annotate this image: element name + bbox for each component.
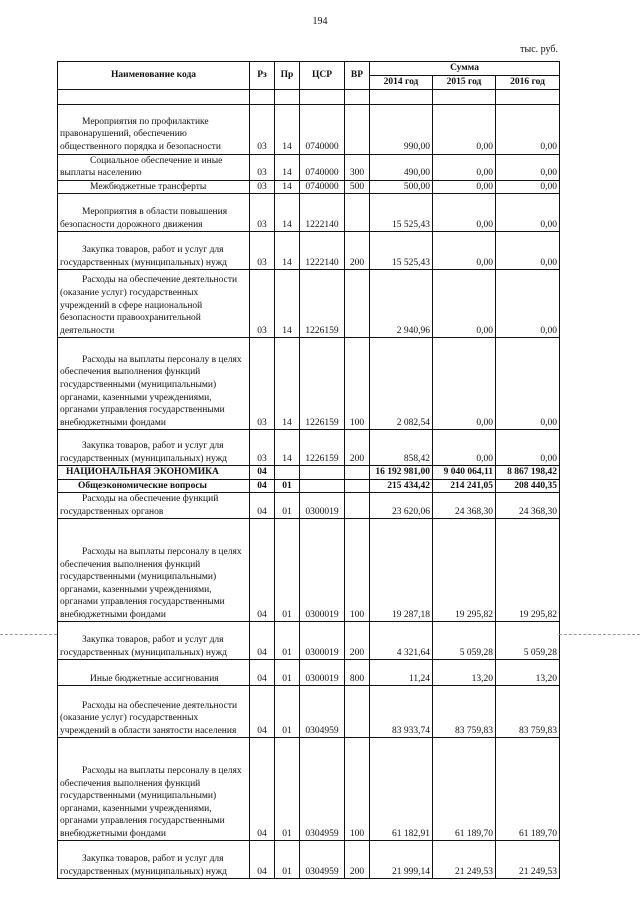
cell-vr	[345, 466, 370, 480]
cell-name	[58, 479, 250, 493]
cell-rz: 04	[250, 466, 275, 480]
row-label: Расходы на выплаты персоналу в целях обеспечения выполнения функций государственными (муниципальными) органами, казенными учреждениями, органами управления государственными внебюджетными фондами	[60, 354, 242, 428]
cell-name	[58, 338, 250, 430]
cell-y2016: 0,00	[496, 180, 560, 194]
cell-y2015: 21 249,53	[433, 841, 496, 879]
cell-y2014: 990,00	[370, 104, 433, 154]
cell-y2015: 214 241,05	[433, 479, 496, 493]
cell-name	[58, 154, 250, 180]
cell-y2015: 0,00	[433, 232, 496, 270]
cell-pr	[275, 466, 300, 480]
cell-vr: 200	[345, 841, 370, 879]
cut-line-left	[0, 634, 57, 635]
cell-y2016: 0,00	[496, 338, 560, 430]
cell-csr: 0740000	[300, 180, 345, 194]
cell-vr	[345, 104, 370, 154]
cell-rz: 03	[250, 338, 275, 430]
row-label: Закупка товаров, работ и услуг для государственных (муниципальных) нужд	[60, 441, 227, 464]
cell-y2016: 0,00	[496, 154, 560, 180]
cell-y2014: 19 287,18	[370, 519, 433, 622]
cell-y2014: 490,00	[370, 154, 433, 180]
cell-pr: 14	[275, 430, 300, 466]
cell-pr: 14	[275, 104, 300, 154]
cell-pr: 01	[275, 660, 300, 686]
cell-y2015: 0,00	[433, 270, 496, 338]
cell-csr: 0304959	[300, 686, 345, 738]
cell-y2014: 21 999,14	[370, 841, 433, 879]
cell-y2014: 16 192 981,00	[370, 466, 433, 480]
cell-csr: 1222140	[300, 194, 345, 232]
cell-vr	[345, 194, 370, 232]
cell-y2014: 83 933,74	[370, 686, 433, 738]
cell-y2014: 2 082,54	[370, 338, 433, 430]
cell-csr	[300, 466, 345, 480]
budget-table	[57, 61, 560, 879]
cell-name	[58, 493, 250, 519]
header-vr: ВР	[345, 62, 370, 90]
cell-y2016: 83 759,83	[496, 686, 560, 738]
cell-pr: 14	[275, 232, 300, 270]
table-row	[58, 104, 560, 154]
cell-name	[58, 232, 250, 270]
table-row	[58, 686, 560, 738]
row-label: Мероприятия в области повышения безопасности дорожного движения	[60, 207, 228, 230]
cell-csr: 0740000	[300, 154, 345, 180]
cell-y2016: 208 440,35	[496, 479, 560, 493]
row-label: Социальное обеспечение и иные выплаты населению	[60, 155, 223, 179]
cell-rz: 03	[250, 180, 275, 194]
cell-rz: 03	[250, 154, 275, 180]
cell-y2014: 11,24	[370, 660, 433, 686]
cell-vr	[345, 479, 370, 493]
cell-y2016: 61 189,70	[496, 738, 560, 841]
cell-name	[58, 104, 250, 154]
cell-y2014: 15 525,43	[370, 232, 433, 270]
cell-y2014: 4 321,64	[370, 622, 433, 660]
table-row	[58, 660, 560, 686]
cell-vr	[345, 270, 370, 338]
cell-y2016: 8 867 198,42	[496, 466, 560, 480]
table-row	[58, 466, 560, 480]
cell-y2015: 61 189,70	[433, 738, 496, 841]
cell-vr: 800	[345, 660, 370, 686]
cell-csr: 0300019	[300, 493, 345, 519]
cell-vr: 500	[345, 180, 370, 194]
cell-pr: 01	[275, 479, 300, 493]
cell-vr	[345, 493, 370, 519]
cell-pr: 01	[275, 493, 300, 519]
table-row	[58, 519, 560, 622]
cell-y2016: 13,20	[496, 660, 560, 686]
cell-vr: 100	[345, 338, 370, 430]
cell-pr: 14	[275, 338, 300, 430]
cell-vr: 200	[345, 622, 370, 660]
cell-y2015: 19 295,82	[433, 519, 496, 622]
table-row	[58, 154, 560, 180]
table-row	[58, 841, 560, 879]
cell-y2014: 2 940,96	[370, 270, 433, 338]
row-label: Расходы на обеспечение функций государственных органов	[60, 494, 219, 517]
cell-y2015: 83 759,83	[433, 686, 496, 738]
cell-y2016: 0,00	[496, 430, 560, 466]
cell-name	[58, 738, 250, 841]
cell-y2016: 19 295,82	[496, 519, 560, 622]
cell-rz: 04	[250, 841, 275, 879]
cell-vr: 100	[345, 738, 370, 841]
header-name: Наименование кода	[58, 62, 250, 90]
cell-y2015: 9 040 064,11	[433, 466, 496, 480]
page-number: 194	[312, 16, 328, 27]
cut-line-right	[559, 634, 640, 635]
units-label: тыс. руб.	[520, 44, 558, 55]
table-row	[58, 493, 560, 519]
row-label: Расходы на выплаты персоналу в целях обеспечения выполнения функций государственными (муниципальными) органами, казенными учреждениями, органами управления государственными внебюджетными фондами	[60, 547, 242, 620]
cell-csr: 1226159	[300, 270, 345, 338]
table-row	[58, 194, 560, 232]
row-label: Закупка товаров, работ и услуг для государственных (муниципальных) нужд	[60, 635, 227, 658]
cell-pr: 01	[275, 519, 300, 622]
cell-pr: 01	[275, 738, 300, 841]
row-label: Расходы на обеспечение деятельности (оказание услуг) государственных учреждений в области занятости населения	[60, 700, 238, 736]
row-label: Межбюджетные трансферты	[90, 181, 207, 192]
row-label: Закупка товаров, работ и услуг для государственных (муниципальных) нужд	[60, 245, 227, 268]
cell-rz: 03	[250, 430, 275, 466]
cell-y2015: 0,00	[433, 154, 496, 180]
table-row	[58, 622, 560, 660]
row-label: Расходы на выплаты персоналу в целях обеспечения выполнения функций государственными (муниципальными) органами, казенными учреждениями, органами управления государственными внебюджетными фондами	[60, 766, 242, 839]
cell-name	[58, 686, 250, 738]
cell-y2016: 5 059,28	[496, 622, 560, 660]
cell-rz: 04	[250, 660, 275, 686]
cell-y2015: 0,00	[433, 430, 496, 466]
header-2015: 2015 год	[433, 75, 496, 89]
table-row	[58, 180, 560, 194]
cell-y2014: 215 434,42	[370, 479, 433, 493]
table-row	[58, 738, 560, 841]
cell-y2015: 0,00	[433, 194, 496, 232]
cell-rz: 04	[250, 519, 275, 622]
cell-name	[58, 660, 250, 686]
cell-rz: 03	[250, 232, 275, 270]
cell-name	[58, 519, 250, 622]
cell-pr: 14	[275, 154, 300, 180]
cell-csr: 0300019	[300, 622, 345, 660]
cell-pr: 14	[275, 194, 300, 232]
header-2014: 2014 год	[370, 75, 433, 89]
row-label: Расходы на обеспечение деятельности (оказание услуг) государственных учреждений в сфере национальной безопасности правоохранительной деятельности	[60, 275, 238, 336]
cell-y2014: 15 525,43	[370, 194, 433, 232]
row-label: Общеэкономические вопросы	[78, 480, 207, 491]
cell-pr: 14	[275, 270, 300, 338]
cell-rz: 04	[250, 686, 275, 738]
cell-pr: 01	[275, 622, 300, 660]
cell-y2015: 13,20	[433, 660, 496, 686]
table-row	[58, 338, 560, 430]
row-label: Мероприятия по профилактике правонарушений, обеспечению общественного порядка и безопасности	[60, 116, 221, 152]
cell-csr: 1226159	[300, 338, 345, 430]
header-pr: Пр	[275, 62, 300, 90]
cell-csr: 0740000	[300, 104, 345, 154]
cell-name	[58, 180, 250, 194]
cell-rz: 04	[250, 738, 275, 841]
cell-name	[58, 622, 250, 660]
cell-vr: 300	[345, 154, 370, 180]
cell-csr	[300, 479, 345, 493]
cell-y2016: 0,00	[496, 232, 560, 270]
cell-csr: 0300019	[300, 660, 345, 686]
cell-name	[58, 430, 250, 466]
row-label: Иные бюджетные ассигнования	[90, 673, 219, 684]
cell-pr: 14	[275, 180, 300, 194]
cell-csr: 0304959	[300, 841, 345, 879]
cell-name	[58, 270, 250, 338]
cell-csr: 1222140	[300, 232, 345, 270]
cell-rz: 04	[250, 622, 275, 660]
cell-rz: 03	[250, 104, 275, 154]
cell-rz: 03	[250, 270, 275, 338]
cell-name	[58, 466, 250, 480]
table-row	[58, 270, 560, 338]
table-row	[58, 479, 560, 493]
cell-csr: 0300019	[300, 519, 345, 622]
cell-y2015: 24 368,30	[433, 493, 496, 519]
cell-pr: 01	[275, 841, 300, 879]
header-sum: Сумма	[370, 62, 560, 76]
cell-rz: 04	[250, 493, 275, 519]
cell-y2015: 5 059,28	[433, 622, 496, 660]
cell-y2014: 61 182,91	[370, 738, 433, 841]
cell-y2015: 0,00	[433, 104, 496, 154]
table-spacer-row	[58, 89, 560, 104]
header-rz: Рз	[250, 62, 275, 90]
cell-vr: 100	[345, 519, 370, 622]
cell-vr: 200	[345, 232, 370, 270]
cell-vr	[345, 686, 370, 738]
header-csr: ЦСР	[300, 62, 345, 90]
cell-y2016: 24 368,30	[496, 493, 560, 519]
cell-csr: 0304959	[300, 738, 345, 841]
cell-y2014: 500,00	[370, 180, 433, 194]
row-label: НАЦИОНАЛЬНАЯ ЭКОНОМИКА	[66, 467, 219, 478]
cell-rz: 04	[250, 479, 275, 493]
cell-vr: 200	[345, 430, 370, 466]
cell-y2016: 0,00	[496, 104, 560, 154]
cell-y2014: 23 620,06	[370, 493, 433, 519]
cell-y2016: 0,00	[496, 194, 560, 232]
cell-rz: 03	[250, 194, 275, 232]
cell-csr: 1226159	[300, 430, 345, 466]
table-row	[58, 430, 560, 466]
cell-pr: 01	[275, 686, 300, 738]
cell-y2015: 0,00	[433, 180, 496, 194]
row-label: Закупка товаров, работ и услуг для государственных (муниципальных) нужд	[60, 854, 227, 877]
cell-name	[58, 194, 250, 232]
cell-name	[58, 841, 250, 879]
cell-y2015: 0,00	[433, 338, 496, 430]
table-row	[58, 232, 560, 270]
cell-y2016: 0,00	[496, 270, 560, 338]
cell-y2014: 858,42	[370, 430, 433, 466]
cell-y2016: 21 249,53	[496, 841, 560, 879]
header-2016: 2016 год	[496, 75, 560, 89]
